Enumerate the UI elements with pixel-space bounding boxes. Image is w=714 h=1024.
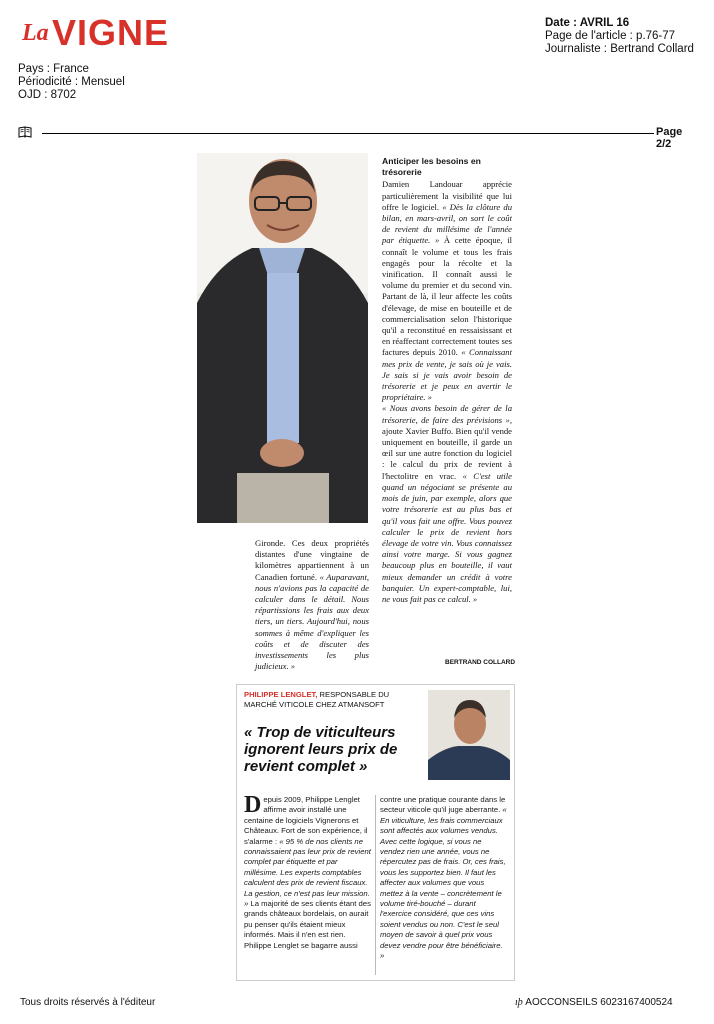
page-number: Page 2/2 bbox=[656, 126, 683, 150]
box-column-left bbox=[244, 792, 371, 951]
article-date: Date : AVRIL 16 bbox=[545, 17, 630, 29]
article-pages: Page de l'article : p.76-77 bbox=[545, 30, 676, 42]
reference-logo-icon: ıþ bbox=[515, 997, 526, 1008]
drop-cap: D bbox=[244, 792, 262, 818]
pull-quote: « Trop de viticulteurs ignorent leurs prix de revient complet » bbox=[244, 724, 398, 775]
paragraph: Depuis 2009, Philippe Lenglet affirme avoir installé une centaine de logiciels Vignerons et Châteaux. Fort de son expérience, il s'alarme : « 95 % de nos clients ne connaissaient pas leur prix de revient complet par étiquette et par millésime. Les experts comptables calculent des prix de revient fiscaux. La gestion, ce n'est pas leur mission. » La majorité de ses clients étant des grands châteaux bordelais, on aurait pu penser qu'ils étaient mieux informés. Mais il n'en est rien. Philippe Lenglet se bagarre aussi bbox=[244, 792, 371, 950]
page-rule bbox=[18, 126, 698, 150]
journalist: Journaliste : Bertrand Collard bbox=[545, 43, 694, 55]
article-meta bbox=[545, 17, 694, 56]
section-heading: Anticiper les besoins en trésorerie bbox=[382, 156, 481, 178]
rights-notice: Tous droits réservés à l'éditeur bbox=[20, 997, 156, 1008]
publication-logo bbox=[22, 10, 192, 56]
paragraph: contre une pratique courante dans le secteur viticole qu'il juge aberrante. « En viticulture, les frais commerciaux sont affectés aux volumes vendus. Avec cette logique, si vous ne vendez rien une année, vous ne répercutez pas de frais. Or, ces frais, vous les supportez bien. Il faut les affecter aux volumes que vous mettez à la vente – concrètement le volume tiré-bouché – durant l'exercice considéré, que ces vins soient vendus ou non. C'est le seul moyen de savoir à quel prix vous devez vendre pour être bénéficiaire. » bbox=[380, 795, 507, 961]
document-reference: ıþ AOCCONSEILS 6023167400524 bbox=[515, 997, 673, 1008]
country: Pays : France bbox=[18, 63, 89, 75]
paragraph: Gironde. Ces deux propriétés distantes d'une vingtaine de kilomètres appartiennent à un Canadien fortuné. « Auparavant, nous n'avions pas la capacité de calculer dans le détail. Nous répartissions les frais aux deux tiers, un tiers. Aujourd'hui, nous sommes à même d'expliquer les coûts et de discuter des investissements les plus judicieux. » bbox=[255, 538, 369, 672]
paragraph: « Nous avons besoin de gérer de la trésorerie, de faire des prévisions », ajoute Xavier Buffo. Bien qu'il vende uniquement en bouteille, il garde un œil sur une autre fonction du logiciel : le calcul du prix de revient à l'hectolitre en vrac. « C'est utile quand un négociant se présente au mois de juin, par exemple, alors que votre trésorerie est au plus bas et qu'il vous fait une offre. Vous pouvez calculer le prix de revient hors élevage de votre vin. Vous connaissez ainsi votre marge. Si vous gagnez beaucoup plus en bouteille, il vaut mieux demander un crédit à votre banquier. Un expert-comptable, lui, ne vous fait pas ce calcul. » bbox=[382, 403, 512, 604]
book-icon bbox=[18, 126, 32, 139]
paragraph: Damien Landouar apprécie particulièrement la visibilité que lui offre le logiciel. « Dès la clôture du bilan, en mars-avril, on sort le coût de revient du millésime de l'année par étiquette. » À cette époque, il connaît le volume et tous les frais engagés pour la récolte et la vinification. Il connaît aussi le volume du premier et du second vin. Partant de là, il leur affecte les coûts d'élevage, de mise en bouteille et de commercialisation selon l'historique qu'il a reconstitué en ressaisissant et en réaffectant correctement toutes ses factures depuis 2010. « Connaissant mes prix de vente, je sais où je vais. Je sais si je vais avoir besoin de trésorerie et je peux en avertir le propriétaire. » bbox=[382, 179, 512, 403]
article-column-right bbox=[382, 156, 512, 605]
interviewee-tag: PHILIPPE LENGLET, RESPONSABLE DU MARCHÉ VITICOLE CHEZ ATMANSOFT bbox=[244, 690, 390, 709]
publication-meta bbox=[18, 63, 125, 102]
logo-vigne: VIGNE bbox=[52, 12, 170, 53]
ojd: OJD : 8702 bbox=[18, 89, 77, 101]
divider-line bbox=[42, 133, 654, 134]
logo-la: La bbox=[22, 20, 49, 46]
author-signature: BERTRAND COLLARD bbox=[445, 659, 516, 666]
photo-philippe-lenglet bbox=[428, 690, 510, 780]
box-column-right bbox=[380, 795, 508, 962]
article-column-left bbox=[255, 538, 369, 672]
photo-damien-landouar bbox=[197, 153, 368, 523]
periodicity: Périodicité : Mensuel bbox=[18, 76, 125, 88]
column-divider bbox=[375, 795, 376, 975]
